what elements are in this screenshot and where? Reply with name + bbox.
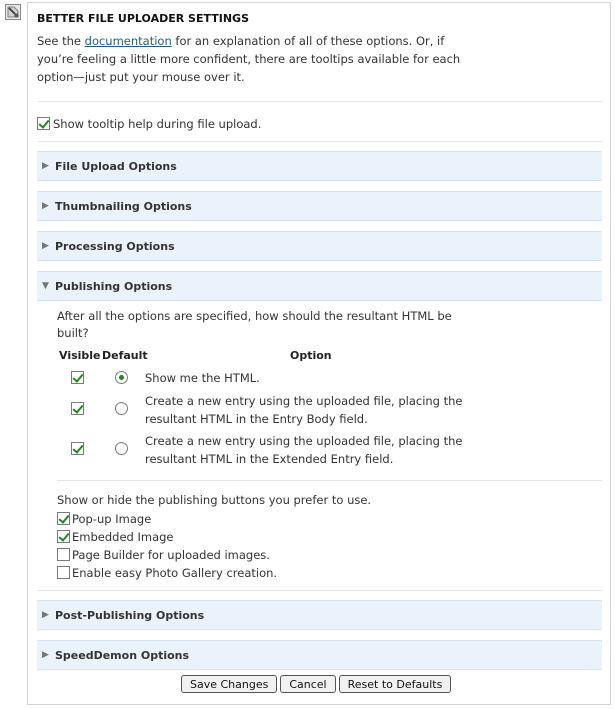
triangle-right-icon: ▶ [42,161,49,171]
intro-prefix: See the [37,34,85,48]
cancel-button[interactable]: Cancel [280,675,335,693]
documentation-link[interactable]: documentation [84,34,172,48]
section-publishing[interactable] [37,271,602,301]
form-actions [181,675,454,693]
option-default-radio[interactable] [115,442,128,455]
option-label: Create a new entry using the uploaded file, placing the resultant HTML in the Entry Body field. [145,394,463,426]
divider [37,590,602,591]
reset-defaults-button[interactable]: Reset to Defaults [339,675,452,693]
section-thumbnailing[interactable] [37,191,602,221]
intro-text [37,32,477,86]
column-header-option: Option [290,349,332,362]
section-processing[interactable] [37,231,602,261]
settings-panel [27,2,611,705]
tooltip-help-option [37,116,261,131]
intro-suffix: for an explanation of all of these options. Or, if you’re feeling a little more confident, there are tooltips available for each option—just put your mouse over it. [37,34,461,84]
publishing-button-label: Embedded Image [72,529,174,544]
section-file-upload[interactable] [37,151,602,181]
embedded-image-checkbox[interactable] [57,530,70,543]
photo-gallery-checkbox[interactable] [57,566,70,579]
section-title: Processing Options [55,240,175,253]
triangle-down-icon: ▼ [42,281,49,291]
publishing-button-label: Enable easy Photo Gallery creation. [72,565,278,580]
option-visible-checkbox[interactable] [71,371,84,384]
section-title: Post-Publishing Options [55,609,205,622]
popup-image-checkbox[interactable] [57,512,70,525]
triangle-right-icon: ▶ [42,650,49,660]
section-title: Thumbnailing Options [55,200,192,213]
publishing-button-label: Pop-up Image [72,511,152,526]
section-title: File Upload Options [55,160,177,173]
section-post-publishing[interactable] [37,600,602,630]
option-label: Show me the HTML. [145,371,260,385]
tooltip-help-checkbox[interactable] [37,117,50,130]
divider [57,480,602,481]
publishing-button-label: Page Builder for uploaded images. [72,547,270,562]
divider [37,101,602,102]
column-header-default: Default [102,349,148,362]
column-header-visible: Visible [59,349,101,362]
section-title: Publishing Options [55,280,173,293]
section-speeddemon[interactable] [37,640,602,670]
option-default-radio[interactable] [115,371,128,384]
option-visible-checkbox[interactable] [71,402,84,415]
triangle-right-icon: ▶ [42,610,49,620]
plugin-settings-icon [5,4,21,20]
save-changes-button[interactable]: Save Changes [181,675,277,693]
page-builder-checkbox[interactable] [57,548,70,561]
publishing-buttons-prompt: Show or hide the publishing buttons you prefer to use. [57,493,372,507]
publishing-button-option [57,511,151,526]
triangle-right-icon: ▶ [42,241,49,251]
publishing-button-option [57,547,270,562]
triangle-right-icon: ▶ [42,201,49,211]
option-visible-checkbox[interactable] [71,442,84,455]
divider [37,141,602,142]
page-title: BETTER FILE UPLOADER SETTINGS [37,12,250,25]
option-label: Create a new entry using the uploaded file, placing the resultant HTML in the Extended Entry field. [145,434,463,466]
option-default-radio[interactable] [115,402,128,415]
publishing-button-option [57,565,277,580]
publishing-question: After all the options are specified, how should the resultant HTML be built? [57,309,452,340]
section-title: SpeedDemon Options [55,649,190,662]
publishing-button-option [57,529,174,544]
tooltip-help-label: Show tooltip help during file upload. [53,116,262,131]
